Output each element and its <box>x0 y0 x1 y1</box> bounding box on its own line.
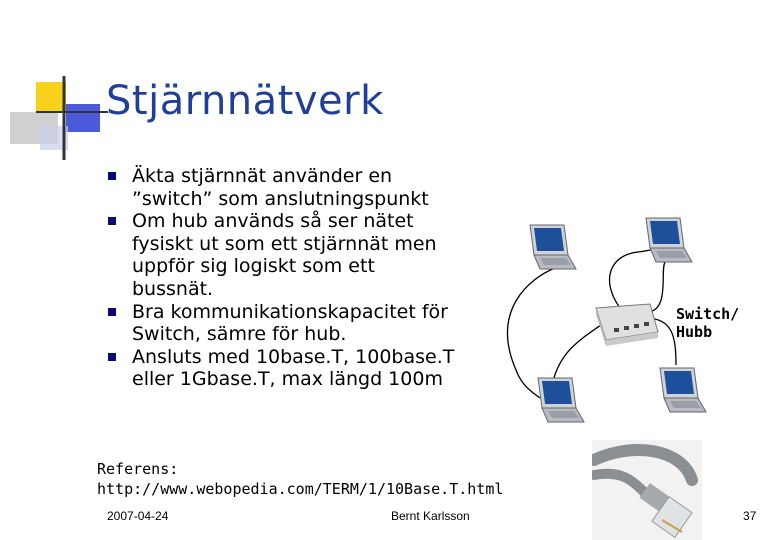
bullet-line: Bra kommunikationskapacitet för <box>132 300 448 323</box>
switch-hub-icon <box>596 304 658 346</box>
bullet-line: eller 1Gbase.T, max längd 100m <box>132 368 443 391</box>
footer-date: 2007-04-24 <box>107 509 169 523</box>
laptop-icon <box>530 225 576 269</box>
bullet-line: Om hub används så ser nätet <box>132 210 414 233</box>
bullet-square-icon <box>108 172 116 180</box>
decorative-corner-logo <box>0 70 110 165</box>
page-number: 37 <box>743 509 757 523</box>
bullet-item <box>106 210 466 300</box>
laptop-icon <box>538 378 584 422</box>
switch-hub-label: Switch/ Hubb <box>676 305 740 341</box>
bullet-line: ”switch” som anslutningspunkt <box>132 187 429 210</box>
bullet-square-icon <box>108 353 116 361</box>
bullet-line: Äkta stjärnnät använder en <box>132 165 393 187</box>
reference-url: http://www.webopedia.com/TERM/1/10Base.T.html <box>97 480 504 498</box>
bullet-line: fysiskt ut som ett stjärnnät men <box>132 232 437 255</box>
bullet-line: bussnät. <box>132 277 214 300</box>
bullet-square-icon <box>108 308 116 316</box>
laptop-icon <box>660 368 706 412</box>
slide-title: Stjärnnätverk <box>106 78 384 124</box>
bullet-list <box>106 165 466 391</box>
bullet-line: Switch, sämre för hub. <box>132 323 347 346</box>
bullet-line: uppför sig logiskt som ett <box>132 255 375 278</box>
reference-label: Referens: <box>97 460 179 478</box>
reference-block <box>97 459 503 499</box>
footer-author: Bernt Karlsson <box>391 509 470 523</box>
bullet-square-icon <box>108 217 116 225</box>
bullet-item <box>106 301 466 346</box>
laptop-icon <box>646 218 692 262</box>
bullet-item <box>106 165 466 210</box>
rj45-cable-photo <box>592 440 702 540</box>
network-cable <box>552 320 608 385</box>
bullet-line: Ansluts med 10base.T, 100base.T <box>132 345 455 368</box>
bullet-item <box>106 346 466 391</box>
